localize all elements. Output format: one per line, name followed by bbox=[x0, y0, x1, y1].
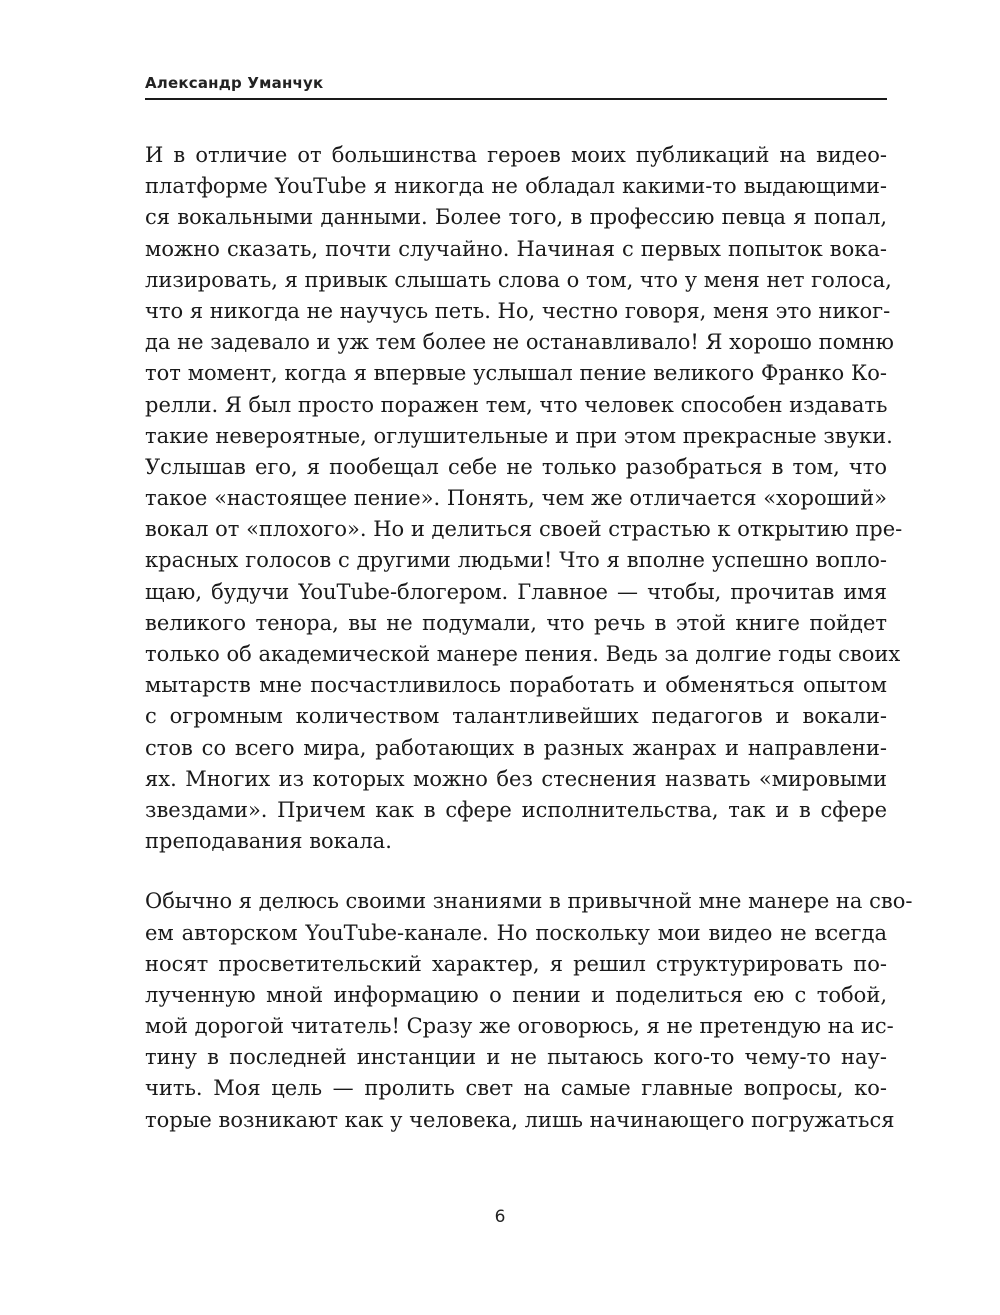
paragraph bbox=[145, 886, 913, 1136]
text-line: Обычно я делюсь своими знаниями в привычной мне манере на сво- bbox=[145, 889, 913, 914]
running-head-author: Александр Уманчук bbox=[145, 74, 324, 92]
text-line: чить. Моя цель — пролить свет на самые главные вопросы, ко- bbox=[145, 1076, 887, 1101]
text-line: великого тенора, вы не подумали, что речь в этой книге пойдет bbox=[145, 610, 887, 635]
text-line: носят просветительский характер, я решил структурировать по- bbox=[145, 951, 887, 976]
page-number: 6 bbox=[494, 1207, 506, 1227]
text-line: платформе YouTube я никогда не обладал какими-то выдающими- bbox=[145, 174, 887, 199]
text-line: И в отличие от большинства героев моих публикаций на видео- bbox=[145, 143, 887, 167]
text-line: с огромным количеством талантливейших педагогов и вокали- bbox=[145, 704, 887, 729]
text-line: щаю, будучи YouTube-блогером. Главное — чтобы, прочитав имя bbox=[145, 579, 887, 604]
paragraph bbox=[145, 140, 903, 857]
text-line: Услышав его, я пообещал себе не только разобраться в том, что bbox=[145, 454, 887, 479]
header-rule bbox=[145, 98, 887, 100]
text-line: мой дорогой читатель! Сразу же оговорюсь, я не претендую на ис- bbox=[145, 1014, 894, 1039]
text-line: только об академической манере пения. Ведь за долгие годы своих bbox=[145, 642, 901, 666]
text-line: тот момент, когда я впервые услышал пение великого Франко Ко- bbox=[145, 361, 887, 386]
text-line: релли. Я был просто поражен тем, что человек способен издавать bbox=[145, 392, 888, 417]
text-line: такие невероятные, оглушительные и при этом прекрасные звуки. bbox=[145, 423, 893, 448]
text-line: преподавания вокала. bbox=[145, 829, 392, 854]
text-line: ях. Многих из которых можно без стеснения назвать «мировыми bbox=[145, 766, 887, 791]
text-line: тину в последней инстанции и не пытаюсь кого-то чему-то нау- bbox=[145, 1045, 887, 1070]
text-line: стов со всего мира, работающих в разных жанрах и направлени- bbox=[145, 735, 887, 760]
text-line: звездами». Причем как в сфере исполнительства, так и в сфере bbox=[145, 797, 887, 822]
body-text bbox=[145, 140, 913, 1165]
text-line: да не задевало и уж тем более не останавливало! Я хорошо помню bbox=[145, 330, 894, 355]
text-line: мытарств мне посчастливилось поработать и обменяться опытом bbox=[145, 673, 887, 698]
text-line: такое «настоящее пение». Понять, чем же отличается «хороший» bbox=[145, 486, 887, 511]
text-line: лученную мной информацию о пении и поделиться ею с тобой, bbox=[145, 982, 887, 1007]
text-line: красных голосов с другими людьми! Что я вполне успешно вопло- bbox=[145, 548, 887, 573]
text-line: вокал от «плохого». Но и делиться своей страстью к открытию пре- bbox=[145, 517, 903, 542]
text-line: ся вокальными данными. Более того, в профессию певца я попал, bbox=[145, 205, 887, 230]
text-line: что я никогда не научусь петь. Но, честно говоря, меня это никог- bbox=[145, 298, 891, 323]
text-line: можно сказать, почти случайно. Начиная с первых попыток вока- bbox=[145, 236, 887, 261]
text-line: лизировать, я привык слышать слова о том, что у меня нет голоса, bbox=[145, 267, 892, 292]
text-line: торые возникают как у человека, лишь начинающего погружаться bbox=[145, 1107, 895, 1132]
text-line: ем авторском YouTube-канале. Но поскольку мои видео не всегда bbox=[145, 920, 887, 945]
